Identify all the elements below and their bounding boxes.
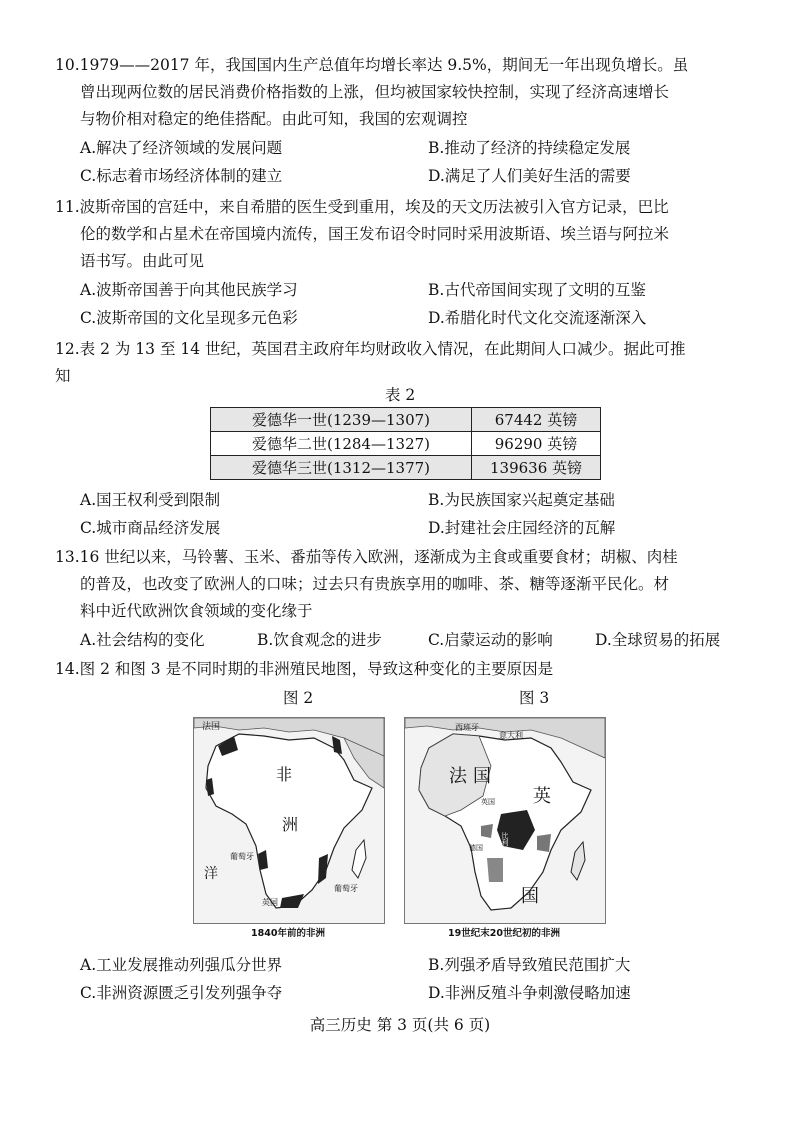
q13-option-c: C.启蒙运动的影响 [428,631,553,649]
q11-option-c: C.波斯帝国的文化呈现多元色彩 [80,309,298,327]
map1-label-france: 法国 [202,722,221,732]
q10-option-a: A.解决了经济领域的发展问题 [80,139,283,157]
table-row [211,456,601,480]
table-2 [210,407,601,480]
q12-option-b: B.为民族国家兴起奠定基础 [428,491,615,509]
africa-map-1840-graphic [194,718,384,923]
africa-map-1900 [404,717,606,924]
table-cell-income: 139636 英镑 [472,456,601,480]
table-cell-king: 爱德华一世(1239—1307) [211,408,472,432]
figure-2-title: 图 2 [283,689,314,707]
q13-stem-line2: 的普及，也改变了欧洲人的口味；过去只有贵族享用的咖啡、茶、糖等逐渐平民化。材 [80,575,670,593]
q13-option-a: A.社会结构的变化 [80,631,205,649]
table-2-title: 表 2 [385,386,416,404]
q10-stem-line2: 曾出现两位数的居民消费价格指数的上涨，但均被国家较快控制，实现了经济高速增长 [80,83,670,101]
q13-stem-line1: 13.16 世纪以来，马铃薯、玉米、番茄等传入欧洲，逐渐成为主食或重要食材；胡椒、肉桂 [55,548,678,566]
table-row [211,432,601,456]
map2-label-germany: 德国 [469,844,483,852]
figure-3-title: 图 3 [519,689,550,707]
q11-option-a: A.波斯帝国善于向其他民族学习 [80,281,298,299]
map1-label-yang: 洋 [204,866,218,882]
africa-map-1840 [193,717,385,924]
page-footer: 高三历史 第 3 页(共 6 页) [309,1016,491,1034]
map2-label-guo: 国 [473,766,491,787]
q10-stem-line1: 10.1979——2017 年，我国国内生产总值年均增长率达 9.5%，期间无一年出现负增长。虽 [55,56,689,74]
map2-label-belgium: 比利时 [501,832,509,853]
q12-stem-line1: 12.表 2 为 13 至 14 世纪，英国君主政府年均财政收入情况，在此期间人口减少。据此可推 [55,340,686,358]
map1-label-britain: 英国 [262,898,278,907]
map2-label-spain: 西班牙 [455,723,479,732]
q10-stem-line3: 与物价相对稳定的绝佳搭配。由此可知，我国的宏观调控 [80,110,468,128]
map2-label-guo2: 国 [521,886,539,907]
map1-label-portugal2: 葡萄牙 [334,884,358,893]
q14-option-d: D.非洲反殖斗争刺激侵略加速 [428,984,631,1002]
q12-option-d: D.封建社会庄园经济的瓦解 [428,519,616,537]
q11-stem-line3: 语书写。由此可见 [80,252,205,270]
table-cell-king: 爱德华三世(1312—1377) [211,456,472,480]
map2-label-italy: 意大利 [499,731,523,740]
q14-option-b: B.列强矛盾导致殖民范围扩大 [428,956,631,974]
q13-option-d: D.全球贸易的拓展 [595,631,721,649]
q14-option-c: C.非洲资源匮乏引发列强争夺 [80,984,283,1002]
map1-label-fei: 非 [276,765,293,784]
map2-label-britain: 英国 [481,798,495,806]
map1-label-portugal: 葡萄牙 [230,852,254,861]
q12-option-c: C.城市商品经济发展 [80,519,221,537]
q12-option-a: A.国王权利受到限制 [80,491,221,509]
q14-stem-line1: 14.图 2 和图 3 是不同时期的非洲殖民地图，导致这种变化的主要原因是 [55,660,554,678]
table-row [211,408,601,432]
q11-stem-line2: 伦的数学和占星术在帝国境内流传，国王发布诏令时同时采用波斯语、埃兰语与阿拉米 [80,225,670,243]
map2-label-ying: 英 [533,786,551,807]
q13-option-b: B.饮食观念的进步 [257,631,382,649]
map1-label-zhou: 洲 [282,815,299,834]
table-cell-income: 67442 英镑 [472,408,601,432]
map1-caption: 1840年前的非洲 [251,928,325,939]
q10-option-b: B.推动了经济的持续稳定发展 [428,139,631,157]
q11-option-d: D.希腊化时代文化交流逐渐深入 [428,309,647,327]
map2-label-fa: 法 [449,766,467,787]
q11-option-b: B.古代帝国间实现了文明的互鉴 [428,281,646,299]
q10-option-d: D.满足了人们美好生活的需要 [428,167,631,185]
q12-stem-line2: 知 [55,367,71,385]
q14-option-a: A.工业发展推动列强瓜分世界 [80,956,283,974]
table-cell-income: 96290 英镑 [472,432,601,456]
table-cell-king: 爱德华二世(1284—1327) [211,432,472,456]
q13-stem-line3: 料中近代欧洲饮食领域的变化缘于 [80,602,313,620]
map2-caption: 19世纪末20世纪初的非洲 [448,928,560,939]
africa-map-1900-graphic [405,718,605,923]
q11-stem-line1: 11.波斯帝国的宫廷中，来自希腊的医生受到重用，埃及的天文历法被引入官方记录，巴比 [55,198,669,216]
q10-option-c: C.标志着市场经济体制的建立 [80,167,283,185]
